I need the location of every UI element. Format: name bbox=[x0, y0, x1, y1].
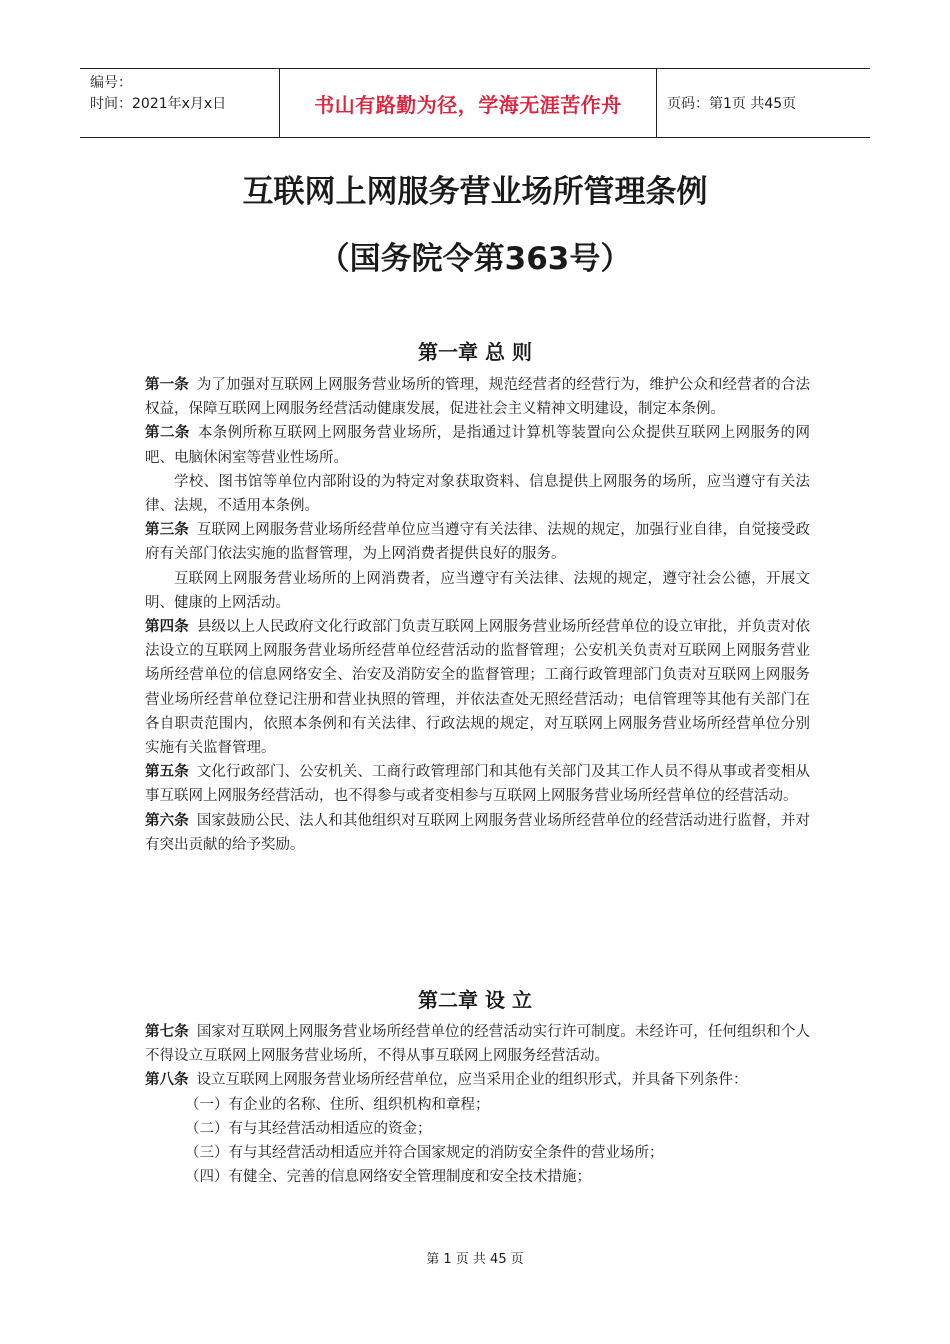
chapter-heading: 第一章 总 则 bbox=[418, 340, 532, 364]
article-paragraph: 学校、图书馆等单位内部附设的为特定对象获取资料、信息提供上网服务的场所，应当遵守有关法律、法规，不适用本条例。 bbox=[145, 473, 810, 515]
list-item: （四）有健全、完善的信息网络安全管理制度和安全技术措施； bbox=[185, 1169, 591, 1186]
article-paragraph: 互联网上网服务营业场所的上网消费者，应当遵守有关法律、法规的规定，遵守社会公德，开展文明、健康的上网活动。 bbox=[145, 570, 810, 611]
number-label: 编号： bbox=[90, 75, 132, 91]
article-paragraph: 第八条 设立互联网上网服务营业场所经营单位，应当采用企业的组织形式，并具备下列条件： bbox=[145, 1072, 748, 1089]
article-paragraph: 第七条 国家对互联网上网服务营业场所经营单位的经营活动实行许可制度。未经许可，任何组织和个人不得设立互联网上网服务营业场所，不得从事互联网上网服务经营活动。 bbox=[145, 1024, 811, 1065]
page-header bbox=[80, 68, 870, 138]
chapter-2-body bbox=[145, 1020, 810, 1189]
time-label: 时间：2021年x月x日 bbox=[90, 96, 227, 112]
header-motto: 书山有路勤为径，学海无涯苦作舟 bbox=[280, 69, 657, 137]
document-subtitle: （国务院令第363号） bbox=[318, 241, 632, 277]
chapter-1-body bbox=[145, 373, 810, 857]
document-title: 互联网上网服务营业场所管理条例 bbox=[242, 174, 708, 210]
list-item: （三）有与其经营活动相适应并符合国家规定的消防安全条件的营业场所； bbox=[185, 1145, 664, 1162]
article-paragraph: 第二条 本条例所称互联网上网服务营业场所，是指通过计算机等装置向公众提供互联网上网服务的网吧、电脑休闲室等营业性场所。 bbox=[145, 425, 810, 466]
list-item: （一）有企业的名称、住所、组织机构和章程； bbox=[185, 1096, 490, 1113]
article-paragraph: 第三条 互联网上网服务营业场所经营单位应当遵守有关法律、法规的规定，加强行业自律，自觉接受政府有关部门依法实施的监督管理，为上网消费者提供良好的服务。 bbox=[145, 522, 811, 563]
article-paragraph: 第四条 县级以上人民政府文化行政部门负责互联网上网服务营业场所经营单位的设立审批，并负责对依法设立的互联网上网服务营业场所经营单位经营活动的监督管理；公安机关负责对互联网上网服务营业场所经营单位的信息网络安全、治安及消防安全的监督管理；工商行政管理部门负责对互联网上网服务营业场所经营单位登记注册和营业执照的管理，并依法查处无照经营活动；电信管理等其他有关部门在各自职责范围内，依照本条例和有关法律、行政法规的规定，对互联网上网服务营业场所经营单位分别实施有关监督管理。 bbox=[145, 619, 811, 757]
chapter-heading: 第二章 设 立 bbox=[418, 988, 532, 1012]
page-footer: 第 1 页 共 45 页 bbox=[426, 1252, 524, 1267]
header-page-info: 页码：第1页 共45页 bbox=[667, 96, 797, 112]
header-meta bbox=[80, 69, 280, 137]
article-paragraph: 第六条 国家鼓励公民、法人和其他组织对互联网上网服务营业场所经营单位的经营活动进行监督，并对有突出贡献的给予奖励。 bbox=[145, 812, 811, 853]
article-paragraph: 第一条 为了加强对互联网上网服务营业场所的管理，规范经营者的经营行为，维护公众和经营者的合法权益，保障互联网上网服务经营活动健康发展，促进社会主义精神文明建设，制定本条例。 bbox=[145, 377, 811, 418]
article-paragraph: 第五条 文化行政部门、公安机关、工商行政管理部门和其他有关部门及其工作人员不得从事或者变相从事互联网上网服务经营活动，也不得参与或者变相参与互联网上网服务营业场所经营单位的经营活动。 bbox=[145, 764, 811, 805]
list-item: （二）有与其经营活动相适应的资金； bbox=[185, 1120, 432, 1137]
